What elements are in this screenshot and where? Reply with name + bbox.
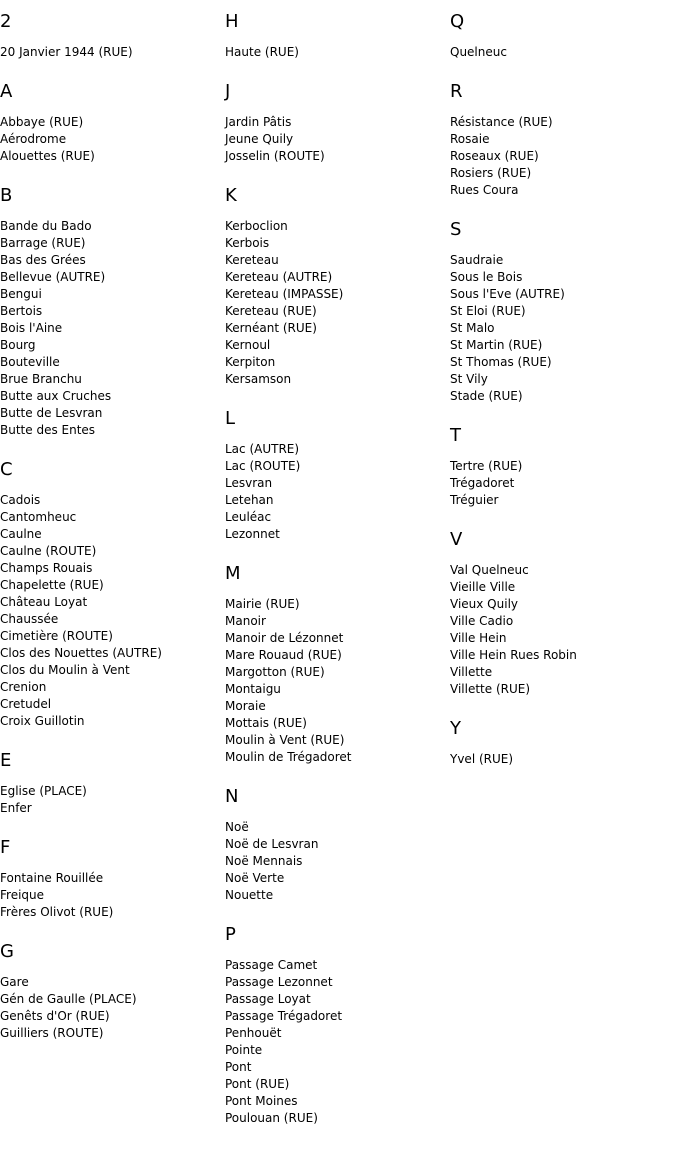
street-item[interactable]: Saudraie bbox=[450, 253, 504, 267]
letter-heading: L bbox=[225, 408, 236, 429]
street-item[interactable]: Sous l'Eve (AUTRE) bbox=[450, 287, 565, 301]
street-item[interactable]: Moulin à Vent (RUE) bbox=[225, 733, 345, 747]
street-item[interactable]: Roseaux (RUE) bbox=[450, 149, 539, 163]
street-list bbox=[450, 562, 670, 698]
street-item[interactable]: Résistance (RUE) bbox=[450, 115, 553, 129]
street-item[interactable]: Kernéant (RUE) bbox=[225, 321, 317, 335]
street-list bbox=[225, 819, 445, 904]
street-item[interactable]: Mare Rouaud (RUE) bbox=[225, 648, 342, 662]
letter-section bbox=[225, 923, 445, 1127]
street-item[interactable]: Bouteville bbox=[0, 355, 60, 369]
street-list bbox=[225, 596, 445, 766]
street-item[interactable]: Kereteau (IMPASSE) bbox=[225, 287, 344, 301]
street-item[interactable]: Clos des Nouettes (AUTRE) bbox=[0, 646, 162, 660]
street-item[interactable]: Margotton (RUE) bbox=[225, 665, 325, 679]
street-item[interactable]: Sous le Bois bbox=[450, 270, 523, 284]
street-item[interactable]: Kerbois bbox=[225, 236, 270, 250]
street-list bbox=[450, 751, 670, 768]
letter-heading: E bbox=[0, 750, 12, 771]
letter-heading: 2 bbox=[0, 11, 12, 32]
street-item[interactable]: Kereteau (AUTRE) bbox=[225, 270, 333, 284]
street-item[interactable]: Champs Rouais bbox=[0, 561, 93, 575]
street-item[interactable]: Château Loyat bbox=[0, 595, 88, 609]
street-list bbox=[0, 974, 220, 1042]
street-item[interactable]: Lac (AUTRE) bbox=[225, 442, 300, 456]
street-item[interactable]: Kereteau (RUE) bbox=[225, 304, 317, 318]
street-item[interactable]: Crenion bbox=[0, 680, 47, 694]
street-item[interactable]: Passage Trégadoret bbox=[225, 1009, 343, 1023]
street-item[interactable]: Enfer bbox=[0, 801, 32, 815]
street-item[interactable]: Passage Loyat bbox=[225, 992, 311, 1006]
street-list bbox=[0, 783, 220, 817]
letter-section bbox=[225, 10, 445, 61]
letter-section bbox=[0, 749, 220, 817]
street-item[interactable]: Pont bbox=[225, 1060, 252, 1074]
street-list bbox=[450, 252, 670, 405]
street-item[interactable]: Pointe bbox=[225, 1043, 263, 1057]
street-item[interactable]: Gare bbox=[0, 975, 29, 989]
street-item[interactable]: Bande du Bado bbox=[0, 219, 92, 233]
letter-heading: T bbox=[450, 425, 461, 446]
street-item[interactable]: Caulne bbox=[0, 527, 42, 541]
letter-heading: Y bbox=[450, 718, 461, 739]
street-item[interactable]: Noë Verte bbox=[225, 871, 285, 885]
letter-section bbox=[450, 717, 670, 768]
street-item[interactable]: Butte des Entes bbox=[0, 423, 96, 437]
street-list bbox=[225, 957, 445, 1127]
street-list bbox=[450, 458, 670, 509]
street-item[interactable]: Gén de Gaulle (PLACE) bbox=[0, 992, 137, 1006]
street-index-column-2 bbox=[225, 10, 445, 1146]
letter-heading: A bbox=[0, 81, 13, 102]
street-item[interactable]: Kerboclion bbox=[225, 219, 288, 233]
letter-heading: R bbox=[450, 81, 463, 102]
street-item[interactable]: Letehan bbox=[225, 493, 274, 507]
letter-section bbox=[0, 10, 220, 61]
street-item[interactable]: Tréguier bbox=[450, 493, 499, 507]
street-item[interactable]: Villette bbox=[450, 665, 493, 679]
street-item[interactable]: Mottais (RUE) bbox=[225, 716, 307, 730]
street-index-column-3 bbox=[450, 10, 670, 787]
street-item[interactable]: Rosiers (RUE) bbox=[450, 166, 532, 180]
letter-section bbox=[450, 528, 670, 698]
street-item[interactable]: Genêts d'Or (RUE) bbox=[0, 1009, 110, 1023]
letter-heading: K bbox=[225, 185, 237, 206]
street-item[interactable]: St Eloi (RUE) bbox=[450, 304, 526, 318]
street-item[interactable]: Abbaye (RUE) bbox=[0, 115, 84, 129]
street-item[interactable]: Brue Branchu bbox=[0, 372, 82, 386]
letter-heading: S bbox=[450, 219, 462, 240]
street-item[interactable]: Montaigu bbox=[225, 682, 281, 696]
street-item[interactable]: Rues Coura bbox=[450, 183, 519, 197]
street-item[interactable]: St Thomas (RUE) bbox=[450, 355, 552, 369]
street-item[interactable]: Lesvran bbox=[225, 476, 273, 490]
street-item[interactable]: Passage Camet bbox=[225, 958, 318, 972]
letter-heading: N bbox=[225, 786, 239, 807]
street-item[interactable]: Yvel (RUE) bbox=[450, 752, 514, 766]
street-list bbox=[0, 218, 220, 439]
street-item[interactable]: Josselin (ROUTE) bbox=[225, 149, 325, 163]
letter-heading: H bbox=[225, 11, 239, 32]
street-item[interactable]: Fontaine Rouillée bbox=[0, 871, 104, 885]
street-item[interactable]: Lezonnet bbox=[225, 527, 280, 541]
street-list bbox=[0, 870, 220, 921]
street-item[interactable]: St Malo bbox=[450, 321, 495, 335]
street-item[interactable]: Caulne (ROUTE) bbox=[0, 544, 97, 558]
street-item[interactable]: Leuléac bbox=[225, 510, 272, 524]
letter-section bbox=[450, 80, 670, 199]
street-item[interactable]: Lac (ROUTE) bbox=[225, 459, 301, 473]
letter-section bbox=[225, 562, 445, 766]
street-item[interactable]: Bas des Grées bbox=[0, 253, 86, 267]
street-item[interactable]: Moraie bbox=[225, 699, 266, 713]
street-list bbox=[225, 44, 445, 61]
street-item[interactable]: Pont (RUE) bbox=[225, 1077, 290, 1091]
street-item[interactable]: Manoir de Lézonnet bbox=[225, 631, 344, 645]
letter-section bbox=[450, 218, 670, 405]
street-list bbox=[0, 114, 220, 165]
street-item[interactable]: Noë Mennais bbox=[225, 854, 303, 868]
letter-heading: P bbox=[225, 924, 236, 945]
street-item[interactable]: Kereteau bbox=[225, 253, 279, 267]
street-item[interactable]: Cretudel bbox=[0, 697, 52, 711]
street-item[interactable]: St Martin (RUE) bbox=[450, 338, 543, 352]
street-item[interactable]: Cadois bbox=[0, 493, 41, 507]
street-item[interactable]: Stade (RUE) bbox=[450, 389, 523, 403]
street-item[interactable]: Ville Hein Rues Robin bbox=[450, 648, 577, 662]
street-item[interactable]: Frères Olivot (RUE) bbox=[0, 905, 114, 919]
street-item[interactable]: Cimetière (ROUTE) bbox=[0, 629, 113, 643]
street-list bbox=[0, 44, 220, 61]
street-item[interactable]: 20 Janvier 1944 (RUE) bbox=[0, 45, 133, 59]
letter-section bbox=[0, 184, 220, 439]
street-item[interactable]: Bellevue (AUTRE) bbox=[0, 270, 106, 284]
letter-heading: C bbox=[0, 459, 13, 480]
street-item[interactable]: Bertois bbox=[0, 304, 43, 318]
street-item[interactable]: Jeune Quily bbox=[225, 132, 294, 146]
letter-section bbox=[0, 940, 220, 1042]
street-item[interactable]: Vieux Quily bbox=[450, 597, 519, 611]
street-item[interactable]: Kerpiton bbox=[225, 355, 276, 369]
street-item[interactable]: Bengui bbox=[0, 287, 42, 301]
street-item[interactable]: Bourg bbox=[0, 338, 36, 352]
letter-section bbox=[225, 184, 445, 388]
letter-section bbox=[450, 424, 670, 509]
street-list bbox=[225, 441, 445, 543]
street-item[interactable]: Cantomheuc bbox=[0, 510, 77, 524]
street-item[interactable]: Nouette bbox=[225, 888, 274, 902]
street-list bbox=[0, 492, 220, 730]
street-item[interactable]: Butte de Lesvran bbox=[0, 406, 103, 420]
street-item[interactable]: Trégadoret bbox=[450, 476, 515, 490]
letter-heading: J bbox=[225, 81, 231, 102]
letter-heading: F bbox=[0, 837, 11, 858]
letter-heading: M bbox=[225, 563, 241, 584]
street-item[interactable]: Chaussée bbox=[0, 612, 59, 626]
letter-heading: Q bbox=[450, 11, 465, 32]
street-item[interactable]: Mairie (RUE) bbox=[225, 597, 300, 611]
street-item[interactable]: Tertre (RUE) bbox=[450, 459, 523, 473]
street-item[interactable]: Vieille Ville bbox=[450, 580, 516, 594]
street-item[interactable]: Rosaie bbox=[450, 132, 490, 146]
street-item[interactable]: St Vily bbox=[450, 372, 488, 386]
street-item[interactable]: Poulouan (RUE) bbox=[225, 1111, 318, 1125]
street-item[interactable]: Penhouët bbox=[225, 1026, 282, 1040]
street-item[interactable]: Noë de Lesvran bbox=[225, 837, 319, 851]
street-item[interactable]: Eglise (PLACE) bbox=[0, 784, 87, 798]
street-item[interactable]: Butte aux Cruches bbox=[0, 389, 112, 403]
letter-heading: B bbox=[0, 185, 13, 206]
street-item[interactable]: Croix Guillotin bbox=[0, 714, 85, 728]
street-item[interactable]: Jardin Pâtis bbox=[225, 115, 292, 129]
street-item[interactable]: Ville Cadio bbox=[450, 614, 514, 628]
street-item[interactable]: Ville Hein bbox=[450, 631, 507, 645]
letter-heading: V bbox=[450, 529, 463, 550]
street-item[interactable]: Clos du Moulin à Vent bbox=[0, 663, 130, 677]
letter-section bbox=[225, 785, 445, 904]
street-list bbox=[450, 114, 670, 199]
letter-section bbox=[450, 10, 670, 61]
street-item[interactable]: Kernoul bbox=[225, 338, 271, 352]
letter-section bbox=[0, 458, 220, 730]
street-list bbox=[225, 218, 445, 388]
street-item[interactable]: Pont Moines bbox=[225, 1094, 298, 1108]
street-item[interactable]: Passage Lezonnet bbox=[225, 975, 333, 989]
street-index-column-1 bbox=[0, 10, 220, 1061]
street-item[interactable]: Barrage (RUE) bbox=[0, 236, 86, 250]
street-item[interactable]: Val Quelneuc bbox=[450, 563, 529, 577]
letter-section bbox=[225, 407, 445, 543]
street-list bbox=[225, 114, 445, 165]
street-item[interactable]: Bois l'Aine bbox=[0, 321, 63, 335]
letter-section bbox=[0, 80, 220, 165]
letter-heading: G bbox=[0, 941, 14, 962]
street-item[interactable]: Aérodrome bbox=[0, 132, 67, 146]
street-list bbox=[450, 44, 670, 61]
street-item[interactable]: Chapelette (RUE) bbox=[0, 578, 104, 592]
street-item[interactable]: Haute (RUE) bbox=[225, 45, 299, 59]
street-item[interactable]: Kersamson bbox=[225, 372, 292, 386]
street-item[interactable]: Quelneuc bbox=[450, 45, 507, 59]
street-item[interactable]: Villette (RUE) bbox=[450, 682, 531, 696]
street-item[interactable]: Freique bbox=[0, 888, 45, 902]
street-item[interactable]: Guilliers (ROUTE) bbox=[0, 1026, 104, 1040]
street-item[interactable]: Moulin de Trégadoret bbox=[225, 750, 352, 764]
street-item[interactable]: Noë bbox=[225, 820, 249, 834]
letter-section bbox=[0, 836, 220, 921]
street-item[interactable]: Alouettes (RUE) bbox=[0, 149, 95, 163]
street-item[interactable]: Manoir bbox=[225, 614, 266, 628]
letter-section bbox=[225, 80, 445, 165]
